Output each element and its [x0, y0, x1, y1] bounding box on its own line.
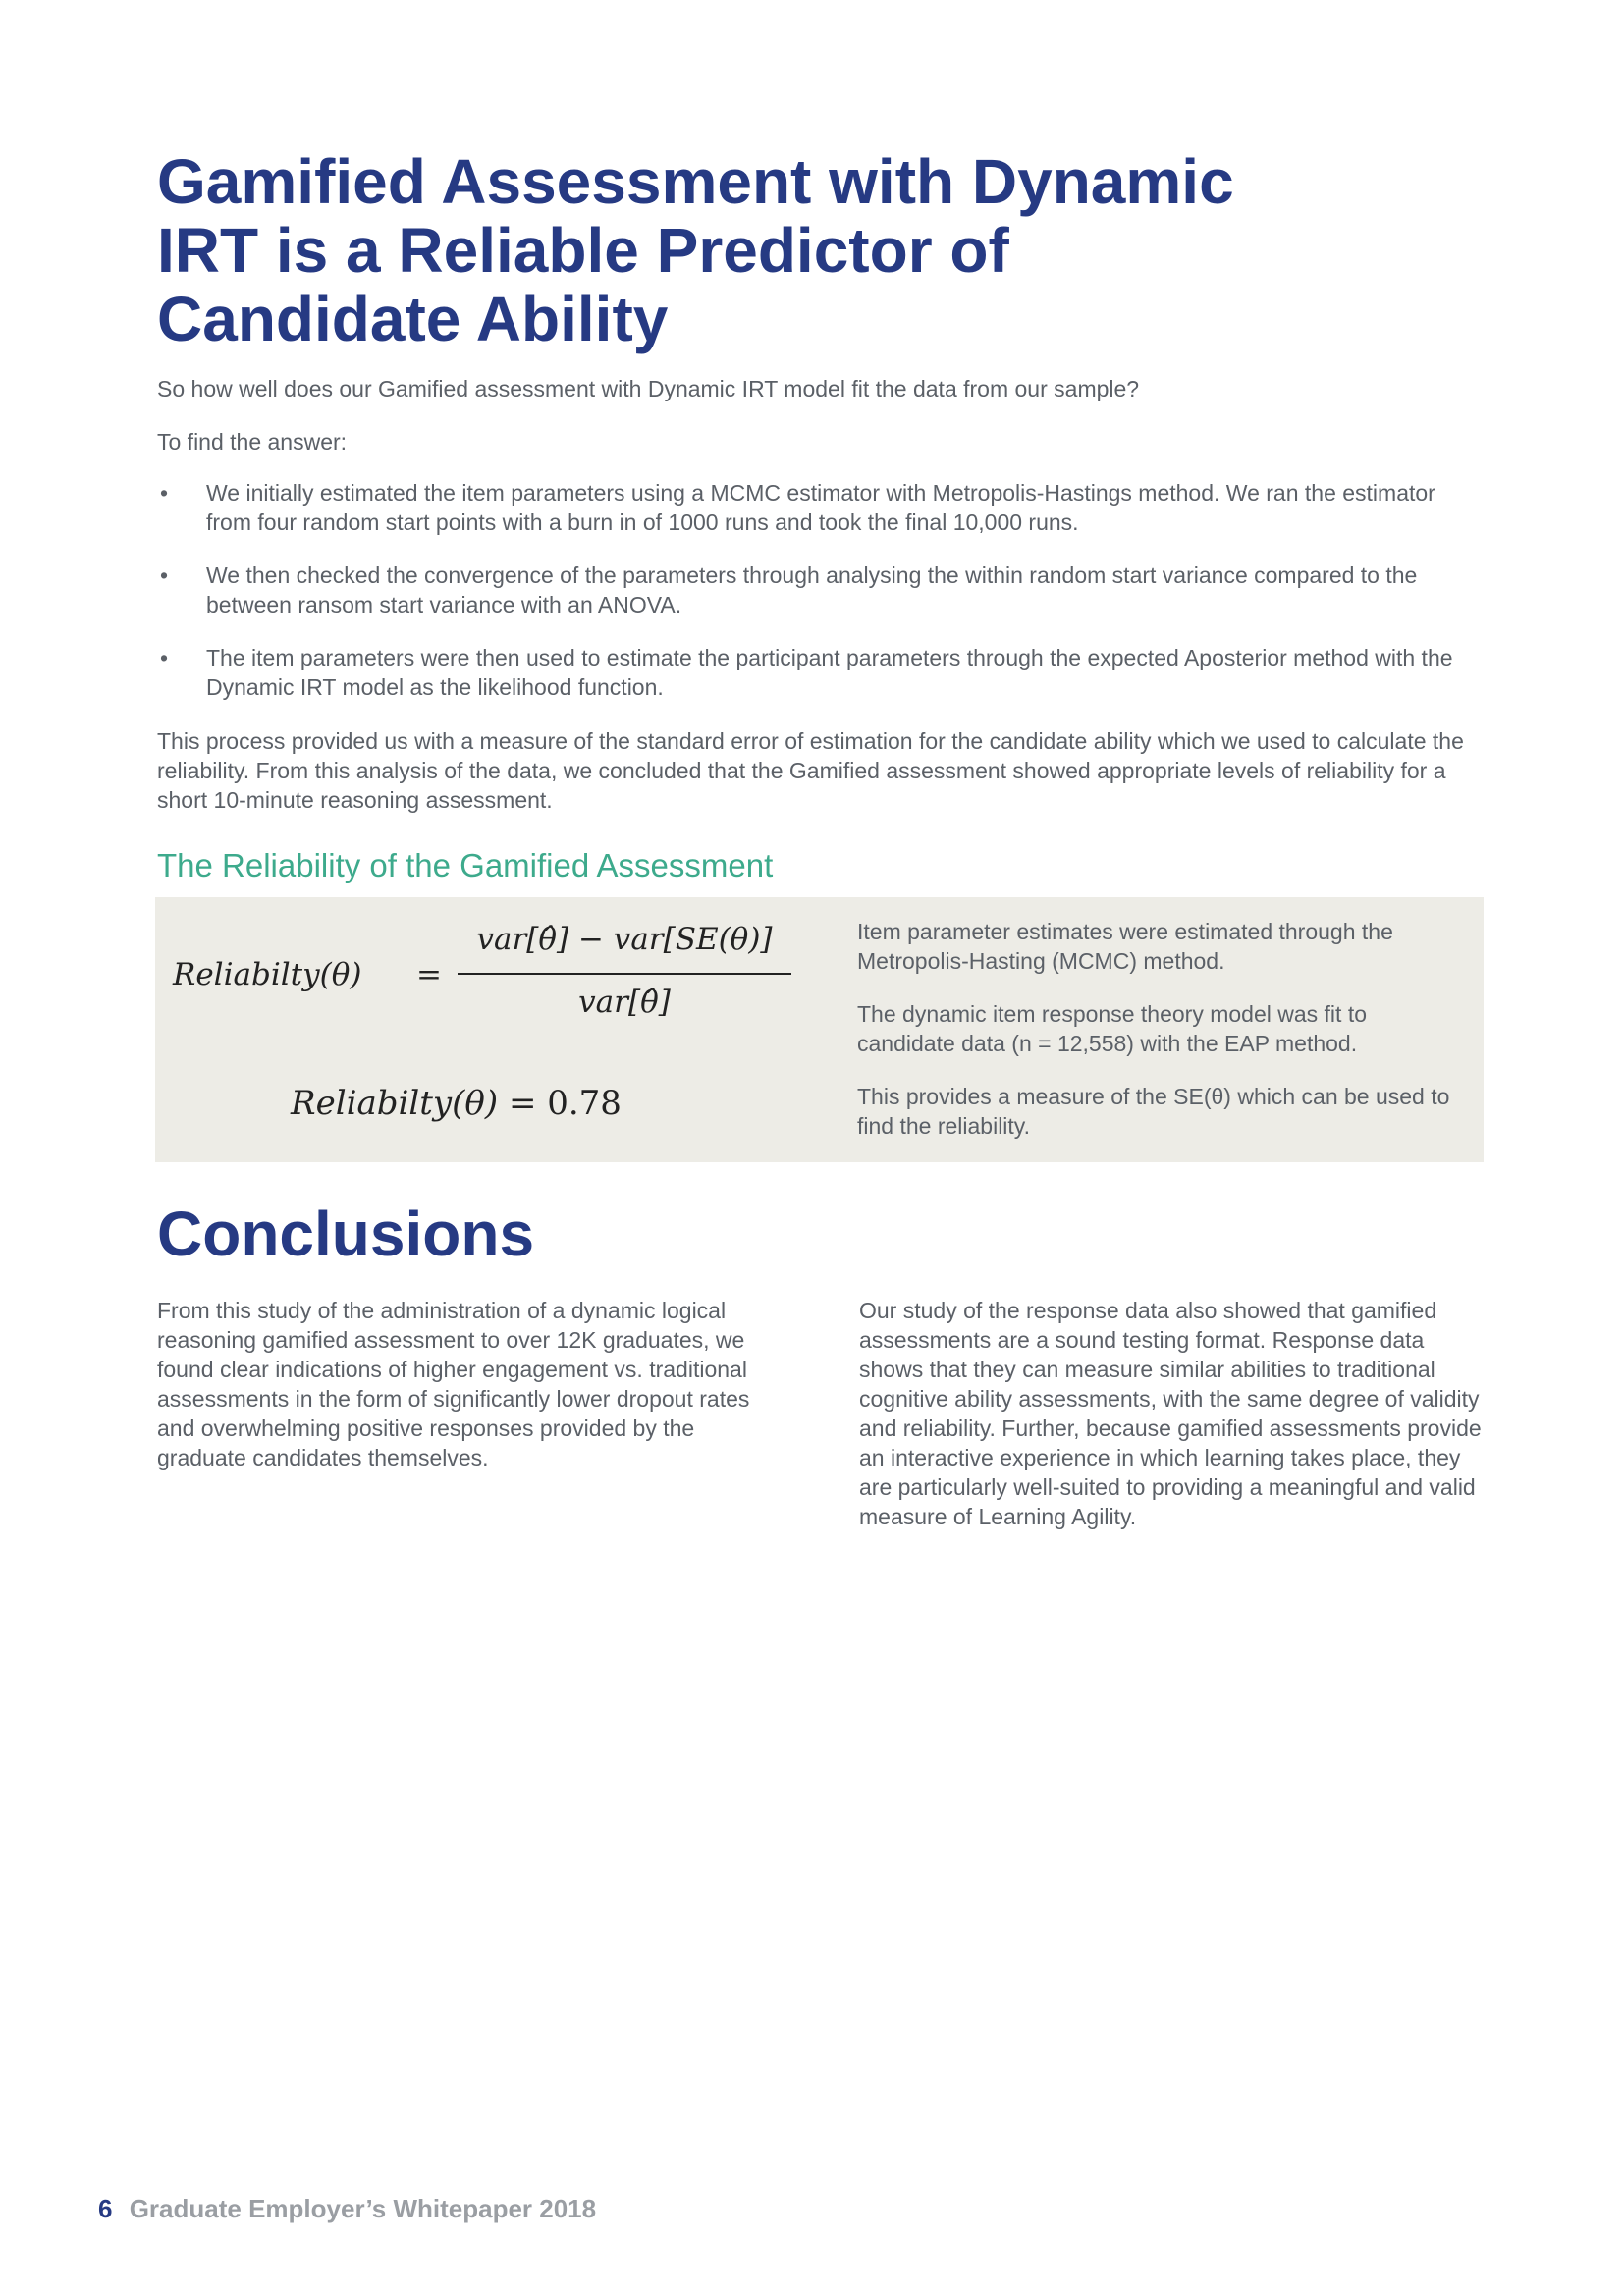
bullet-icon: •: [160, 645, 169, 670]
summary-paragraph: This process provided us with a measure of the standard error of estimation for the candidate ability which we used to calculate the reliability. From this analysis of the data, we concluded that the Gamified assessment showed appropriate levels of reliability for a short 10-minute reasoning assessment.: [157, 728, 1464, 813]
panel-note: Item parameter estimates were estimated through the Metropolis-Hasting (MCMC) method.: [857, 919, 1393, 974]
fraction-bar: [458, 973, 791, 975]
page-number: 6: [98, 2194, 113, 2223]
panel-notes: [857, 917, 1466, 1164]
formula-lhs: Reliabilty(θ): [173, 957, 362, 992]
formula-numerator: var[θ̂] − var[SE(θ)]: [476, 922, 773, 957]
footer-label: Graduate Employer’s Whitepaper 2018: [129, 2194, 597, 2223]
bullet-text: The item parameters were then used to estimate the participant parameters through the expected Aposterior method with the Dynamic IRT model as the likelihood function.: [206, 645, 1453, 700]
reliability-formula-panel: [155, 897, 1484, 1162]
reliability-formula: [173, 922, 773, 1030]
conclusions-right-column: Our study of the response data also showed that gamified assessments are a sound testing format. Response data shows that they can measure similar abilities to traditional cognitive ability assessments, with the same degree of validity and reliability. Further, because gamified assessments provide an interactive experience in which learning takes place, they are particularly well-suited to providing a meaningful and valid measure of Learning Agility.: [859, 1298, 1482, 1529]
formula-equals: =: [416, 957, 442, 992]
bullet-text: We initially estimated the item parameters using a MCMC estimator with Metropolis-Hastings method. We ran the estimator from four random start points with a burn in of 1000 runs and took the final 10,000 runs.: [206, 480, 1435, 535]
page-footer: [98, 2192, 596, 2225]
list-item: [157, 478, 1473, 537]
reliability-heading: The Reliability of the Gamified Assessment: [157, 847, 774, 883]
bullet-text: We then checked the convergence of the parameters through analysing the within random start variance compared to the between ransom start variance with an ANOVA.: [206, 562, 1418, 617]
list-item: [157, 643, 1473, 702]
conclusions-heading: Conclusions: [157, 1199, 535, 1269]
bullet-icon: •: [160, 480, 169, 506]
panel-note: This provides a measure of the SE(θ) which can be used to find the reliability.: [857, 1084, 1450, 1139]
method-bullet-list: [157, 478, 1473, 725]
page-title: Gamified Assessment with Dynamic IRT is a Reliable Predictor of Candidate Ability: [157, 146, 1234, 354]
panel-note: The dynamic item response theory model was fit to candidate data (n = 12,558) with the EAP method.: [857, 1001, 1368, 1056]
reliability-result: [291, 1084, 622, 1123]
result-rhs: = 0.78: [508, 1084, 622, 1123]
intro-lead: To find the answer:: [157, 429, 348, 454]
formula-denominator: var[θ̂]: [578, 985, 671, 1020]
conclusions-left-column: From this study of the administration of a dynamic logical reasoning gamified assessment to over 12K graduates, we found clear indications of higher engagement vs. traditional assessments in the form of significantly lower dropout rates and overwhelming positive responses provided by the graduate candidates themselves.: [157, 1298, 750, 1470]
intro-question: So how well does our Gamified assessment with Dynamic IRT model fit the data from our sample?: [157, 376, 1140, 401]
result-lhs: Reliabilty(θ): [291, 1084, 499, 1123]
bullet-icon: •: [160, 562, 169, 588]
list-item: [157, 561, 1473, 619]
